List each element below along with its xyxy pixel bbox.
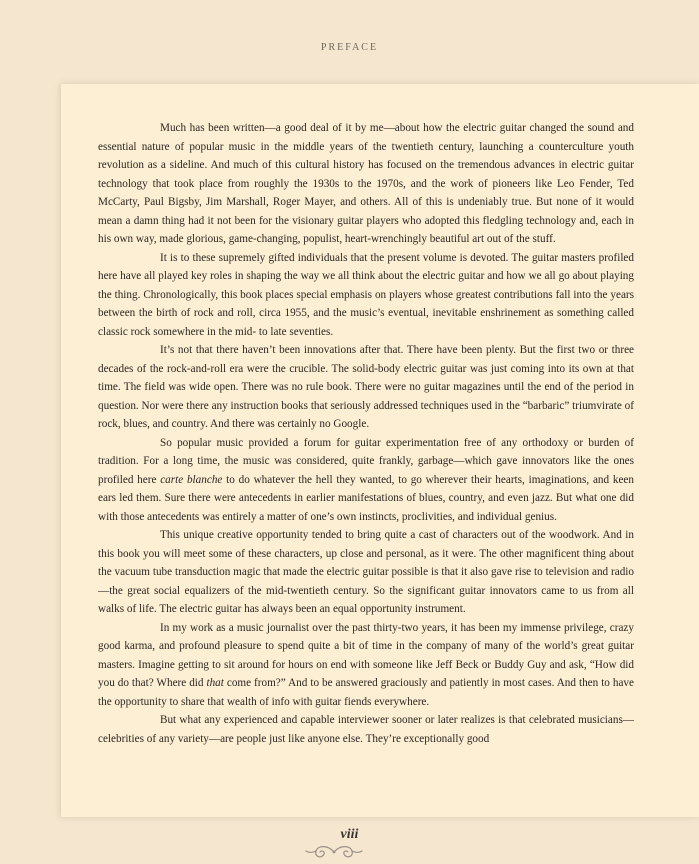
paragraph-7: But what any experienced and capable interviewer sooner or later realizes is that celebrated musicians—celebrities of any variety—are people just like anyone else. They’re exceptionally good	[98, 714, 634, 745]
body-text	[98, 119, 634, 748]
paragraph-4-emphasis: carte blanche	[160, 473, 223, 486]
paragraph-4-text-after: to do whatever the hell they wanted, to go wherever their hearts, imaginations, and keen ears led them. Sure there were antecedents in earlier manifestations of blues, country, and even jazz. But what one did with those antecedents was entirely a matter of one’s own instincts, proclivities, and individual genius.	[98, 473, 634, 523]
paragraph-4-text-before: So popular music provided a forum for guitar experimentation free of any orthodoxy or burden of tradition. For a long time, the music was considered, quite frankly, garbage—which gave innovators like the ones profiled here	[98, 436, 634, 486]
page-number: viii	[340, 827, 359, 842]
flourish-ornament-icon	[304, 842, 364, 862]
paragraph-1: Much has been written—a good deal of it by me—about how the electric guitar changed the sound and essential nature of popular music in the middle years of the twentieth century, launching a counterculture youth revolution as a sideline. And much of this cultural history has focused on the tremendous advances in electric guitar technology that took place from roughly the 1930s to the 1970s, and the work of pioneers like Leo Fender, Ted McCarty, Paul Bigsby, Jim Marshall, Roger Mayer, and others. All of this is undeniably true. But none of it would mean a damn thing had it not been for the visionary guitar players who adopted this fledgling technology and, each in his own way, made glorious, game-changing, populist, heart-wrenchingly beautiful art out of the stuff.	[98, 122, 634, 245]
paragraph-4	[98, 434, 634, 527]
paragraph-2: It is to these supremely gifted individuals that the present volume is devoted. The guitar masters profiled here have all played key roles in shaping the way we all think about the electric guitar and how we all go about playing the thing. Chronologically, this book places special emphasis on players whose greatest contributions fall into the years between the birth of rock and roll, circa 1955, and the music’s eventual, inevitable enshrinement as something called classic rock somewhere in the mid- to late seventies.	[98, 251, 634, 338]
paragraph-6-text-before: In my work as a music journalist over the past thirty-two years, it has been my immense privilege, crazy good karma, and profound pleasure to spend quite a bit of time in the company of many of the world’s great guitar masters. Imagine getting to sit around for hours on end with someone like Jeff Beck or Buddy Guy and ask, “How did you do that? Where did	[98, 621, 634, 689]
paragraph-6-text-after: come from?” And to be answered graciously and patiently in most cases. And then to have the opportunity to share that wealth of info with guitar fiends everywhere.	[98, 677, 634, 708]
paragraph-6-emphasis: that	[206, 677, 224, 689]
running-head: PREFACE	[320, 42, 379, 53]
paragraph-5: This unique creative opportunity tended to bring quite a cast of characters out of the woodwork. And in this book you will meet some of these characters, up close and personal, as it were. The other magnificent thing about the vacuum tube transduction magic that made the electric guitar possible is that it also gave rise to television and radio—the great social equalizers of the mid-twentieth century. So the significant guitar innovators came to us from all walks of life. The electric guitar has always been an equal opportunity instrument.	[98, 529, 634, 615]
paragraph-6	[98, 619, 634, 712]
paragraph-3: It’s not that there haven’t been innovations after that. There have been plenty. But the first two or three decades of the rock-and-roll era were the crucible. The solid-body electric guitar was just coming into its own at that time. The field was wide open. There was no rule book. There were no guitar magazines until the end of the period in question. Nor were there any instruction books that seriously addressed techniques used in the “barbaric” triumvirate of rock, blues, and country. And there was certainly no Google.	[98, 344, 634, 430]
